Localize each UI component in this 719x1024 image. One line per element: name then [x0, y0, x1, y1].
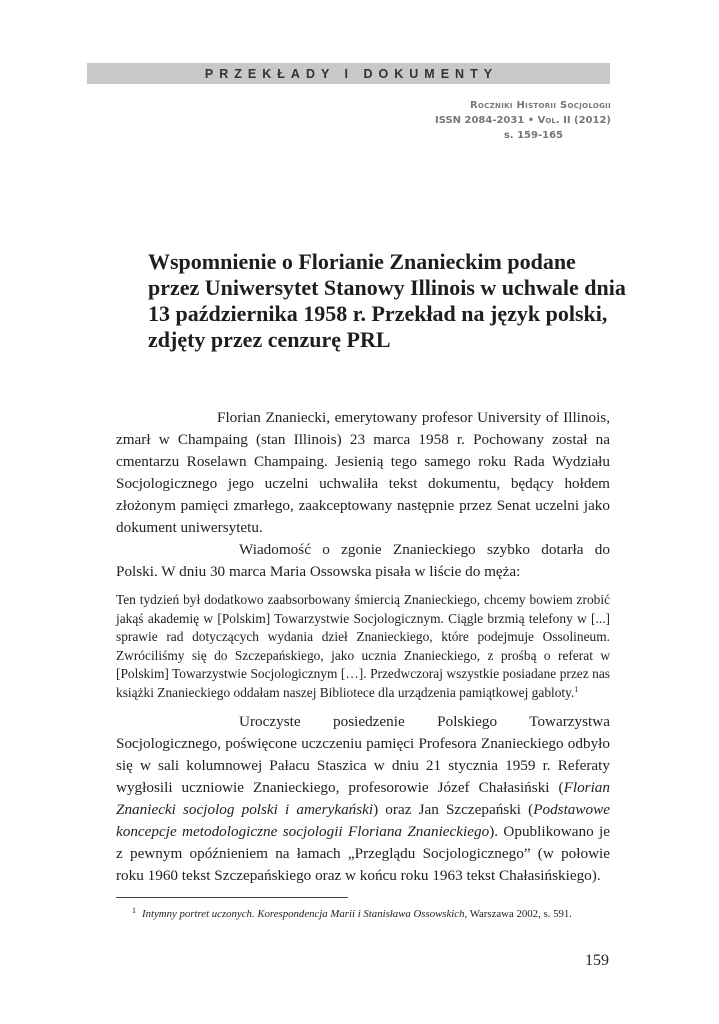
- article-title: Wspomnienie o Florianie Znanieckim podane przez Uniwersytet Stanowy Illinois w uchwale dnia 13 października 1958 r. Przekład na język polski, zdjęty przez cenzurę PRL: [148, 249, 626, 352]
- section-title: PRZEKŁADY I DOKUMENTY: [204, 66, 499, 81]
- paragraph-3-part-a: Uroczyste posiedzenie Polskiego Towarzystwa Socjologicznego, poświęcone uczczeniu pamięci Profesora Znanieckiego odbyło się w sali kolumnowej Pałacu Staszica w dniu 21 stycznia 1959 r. Referaty wygłosili uczniowie Znanieckiego, profesorowie Józef Chałasiński (: [116, 713, 610, 796]
- journal-volume: Vol. II (2012): [537, 115, 611, 126]
- block-quote: [116, 591, 610, 702]
- article-body: [116, 407, 610, 887]
- footnote-title: Intymny portret uczonych. Korespondencja Marii i Stanisława Ossowskich: [142, 908, 465, 920]
- journal-issn-line: [435, 113, 611, 128]
- journal-pages: s. 159-165: [503, 130, 563, 141]
- footnote-divider: [116, 897, 348, 898]
- footnote-number: 1: [132, 906, 136, 915]
- footnote-rest: , Warszawa 2002, s. 591.: [464, 908, 572, 920]
- work-title-szczepanski: Podstawowe koncepcje metodologiczne socjologii Floriana Znanieckiego: [116, 801, 610, 840]
- work-title-chalasinski: Florian Znaniecki socjolog polski i amerykański: [116, 779, 610, 818]
- footnote: [132, 904, 610, 921]
- page-number: 159: [585, 952, 609, 969]
- journal-issn: ISSN 2084-2031 •: [434, 115, 538, 126]
- paragraph-3: [116, 711, 610, 887]
- paragraph-2: Wiadomość o zgonie Znanieckiego szybko dotarła do Polski. W dniu 30 marca Maria Ossowska pisała w liście do męża:: [116, 541, 610, 580]
- journal-info: [435, 98, 611, 143]
- footnote-ref[interactable]: 1: [574, 684, 579, 694]
- paragraph-3-part-c: ). Opublikowano je z pewnym opóźnieniem na łamach „Przeglądu Socjologicznego” (w połowie roku 1960 tekst Szczepańskiego oraz w końcu roku 1963 tekst Chałasińskiego).: [116, 823, 610, 884]
- paragraph-1: Florian Znaniecki, emerytowany profesor University of Illinois, zmarł w Champaing (stan Illinois) 23 marca 1958 r. Pochowany został na cmentarzu Roselawn Champaing. Jesienią tego samego roku Rada Wydziału Socjologicznego jego uczelni uchwaliła tekst dokumentu, będący hołdem złożonym pamięci zmarłego, zaakceptowany następnie przez Senat uczelni jako dokument uniwersytetu.: [116, 409, 610, 536]
- section-header-bar: [87, 63, 610, 84]
- paragraph-3-part-b: ) oraz Jan Szczepański (: [373, 801, 534, 818]
- journal-name: Roczniki Historii Socjologii: [469, 100, 611, 111]
- quote-text: Ten tydzień był dodatkowo zaabsorbowany śmiercią Znanieckiego, chcemy bowiem zrobić jakąś akademię w [Polskim] Towarzystwie Socjologicznym. Ciągle brzmią telefony w [...] sprawie rad dotyczących wydania dzieł Znanieckiego, które podejmuje Ossolineum. Zwróciliśmy się do Szczepańskiego, jako ucznia Znanieckiego, z prośbą o referat w [Polskim] Towarzystwie Socjologicznym […]. Przedwczoraj wszystkie posiadane przez nas książki Znanieckiego oddałam naszej Bibliotece dla urządzenia pamiątkowej gabloty.: [116, 592, 610, 700]
